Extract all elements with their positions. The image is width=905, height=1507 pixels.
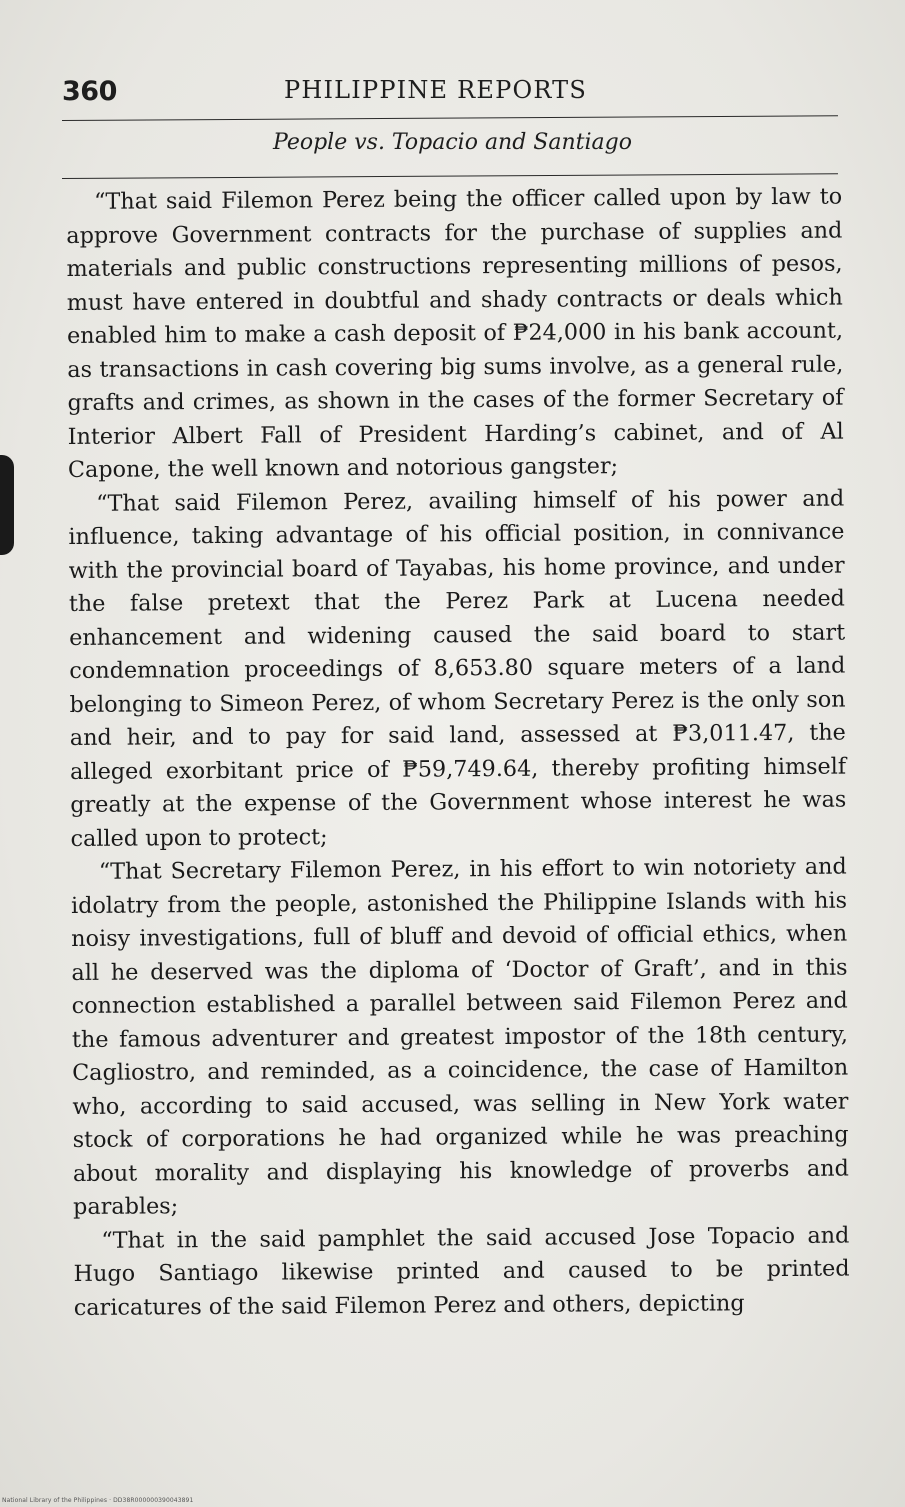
scan-credit: National Library of the Philippines · DD38R000000390043891 <box>2 1497 194 1504</box>
body-text <box>66 181 850 1325</box>
header-rule-top <box>62 115 838 121</box>
header-rule-bottom <box>62 173 838 179</box>
running-header <box>62 76 837 116</box>
report-title: PHILIPPINE REPORTS <box>284 76 588 104</box>
paragraph: “That in the said pamphlet the said accused Jose Topacio and Hugo Santiago likewise printed and caused to be printed caricatures of the said Filemon Perez and others, depicting <box>73 1222 850 1321</box>
paragraph: “That Secretary Filemon Perez, in his effort to win notoriety and idolatry from the people, astonished the Philippine Islands with his noisy investigations, full of bluff and devoid of official ethics, when all he deserved was the diploma of ‘Doctor of Graft’, and in this connection established a parallel between said Filemon Perez and the famous adventurer and greatest impostor of the 18th century, Cagliostro, and reminded, as a coincidence, the case of Hamilton who, according to said accused, was selling in New York water stock of corporations he had organized while he was preaching about morality and displaying his knowledge of proverbs and parables; <box>70 853 849 1220</box>
paragraph: “That said Filemon Perez, availing himself of his power and influence, taking advantage of his official position, in connivance with the provincial board of Tayabas, his home province, and under the false pretext that the Perez Park at Lucena needed enhancement and widening caused the said board to start condemnation proceedings of 8,653.80 square meters of a land belonging to Simeon Perez, of whom Secretary Perez is the only son and heir, and to pay for said land, assessed at ₱3,011.47, the alleged exorbitant price of ₱59,749.64, thereby profiting himself greatly at the expense of the Government whose interest he was called upon to protect; <box>68 485 847 852</box>
case-title: People vs. Topacio and Santiago <box>273 130 632 155</box>
paragraph: “That said Filemon Perez being the officer called upon by law to approve Government contracts for the purchase of supplies and materials and public constructions representing millions of pesos, must have entered in doubtful and shady contracts or deals which enabled him to make a cash deposit of ₱24,000 in his bank account, as transactions in cash covering big sums involve, as a general rule, grafts and crimes, as shown in the cases of the former Secretary of Interior Albert Fall of President Harding’s cabinet, and of Al Capone, the well known and notorious gangster; <box>66 183 844 483</box>
page-number: 360 <box>62 76 117 107</box>
binding-edge-mark <box>0 455 14 555</box>
